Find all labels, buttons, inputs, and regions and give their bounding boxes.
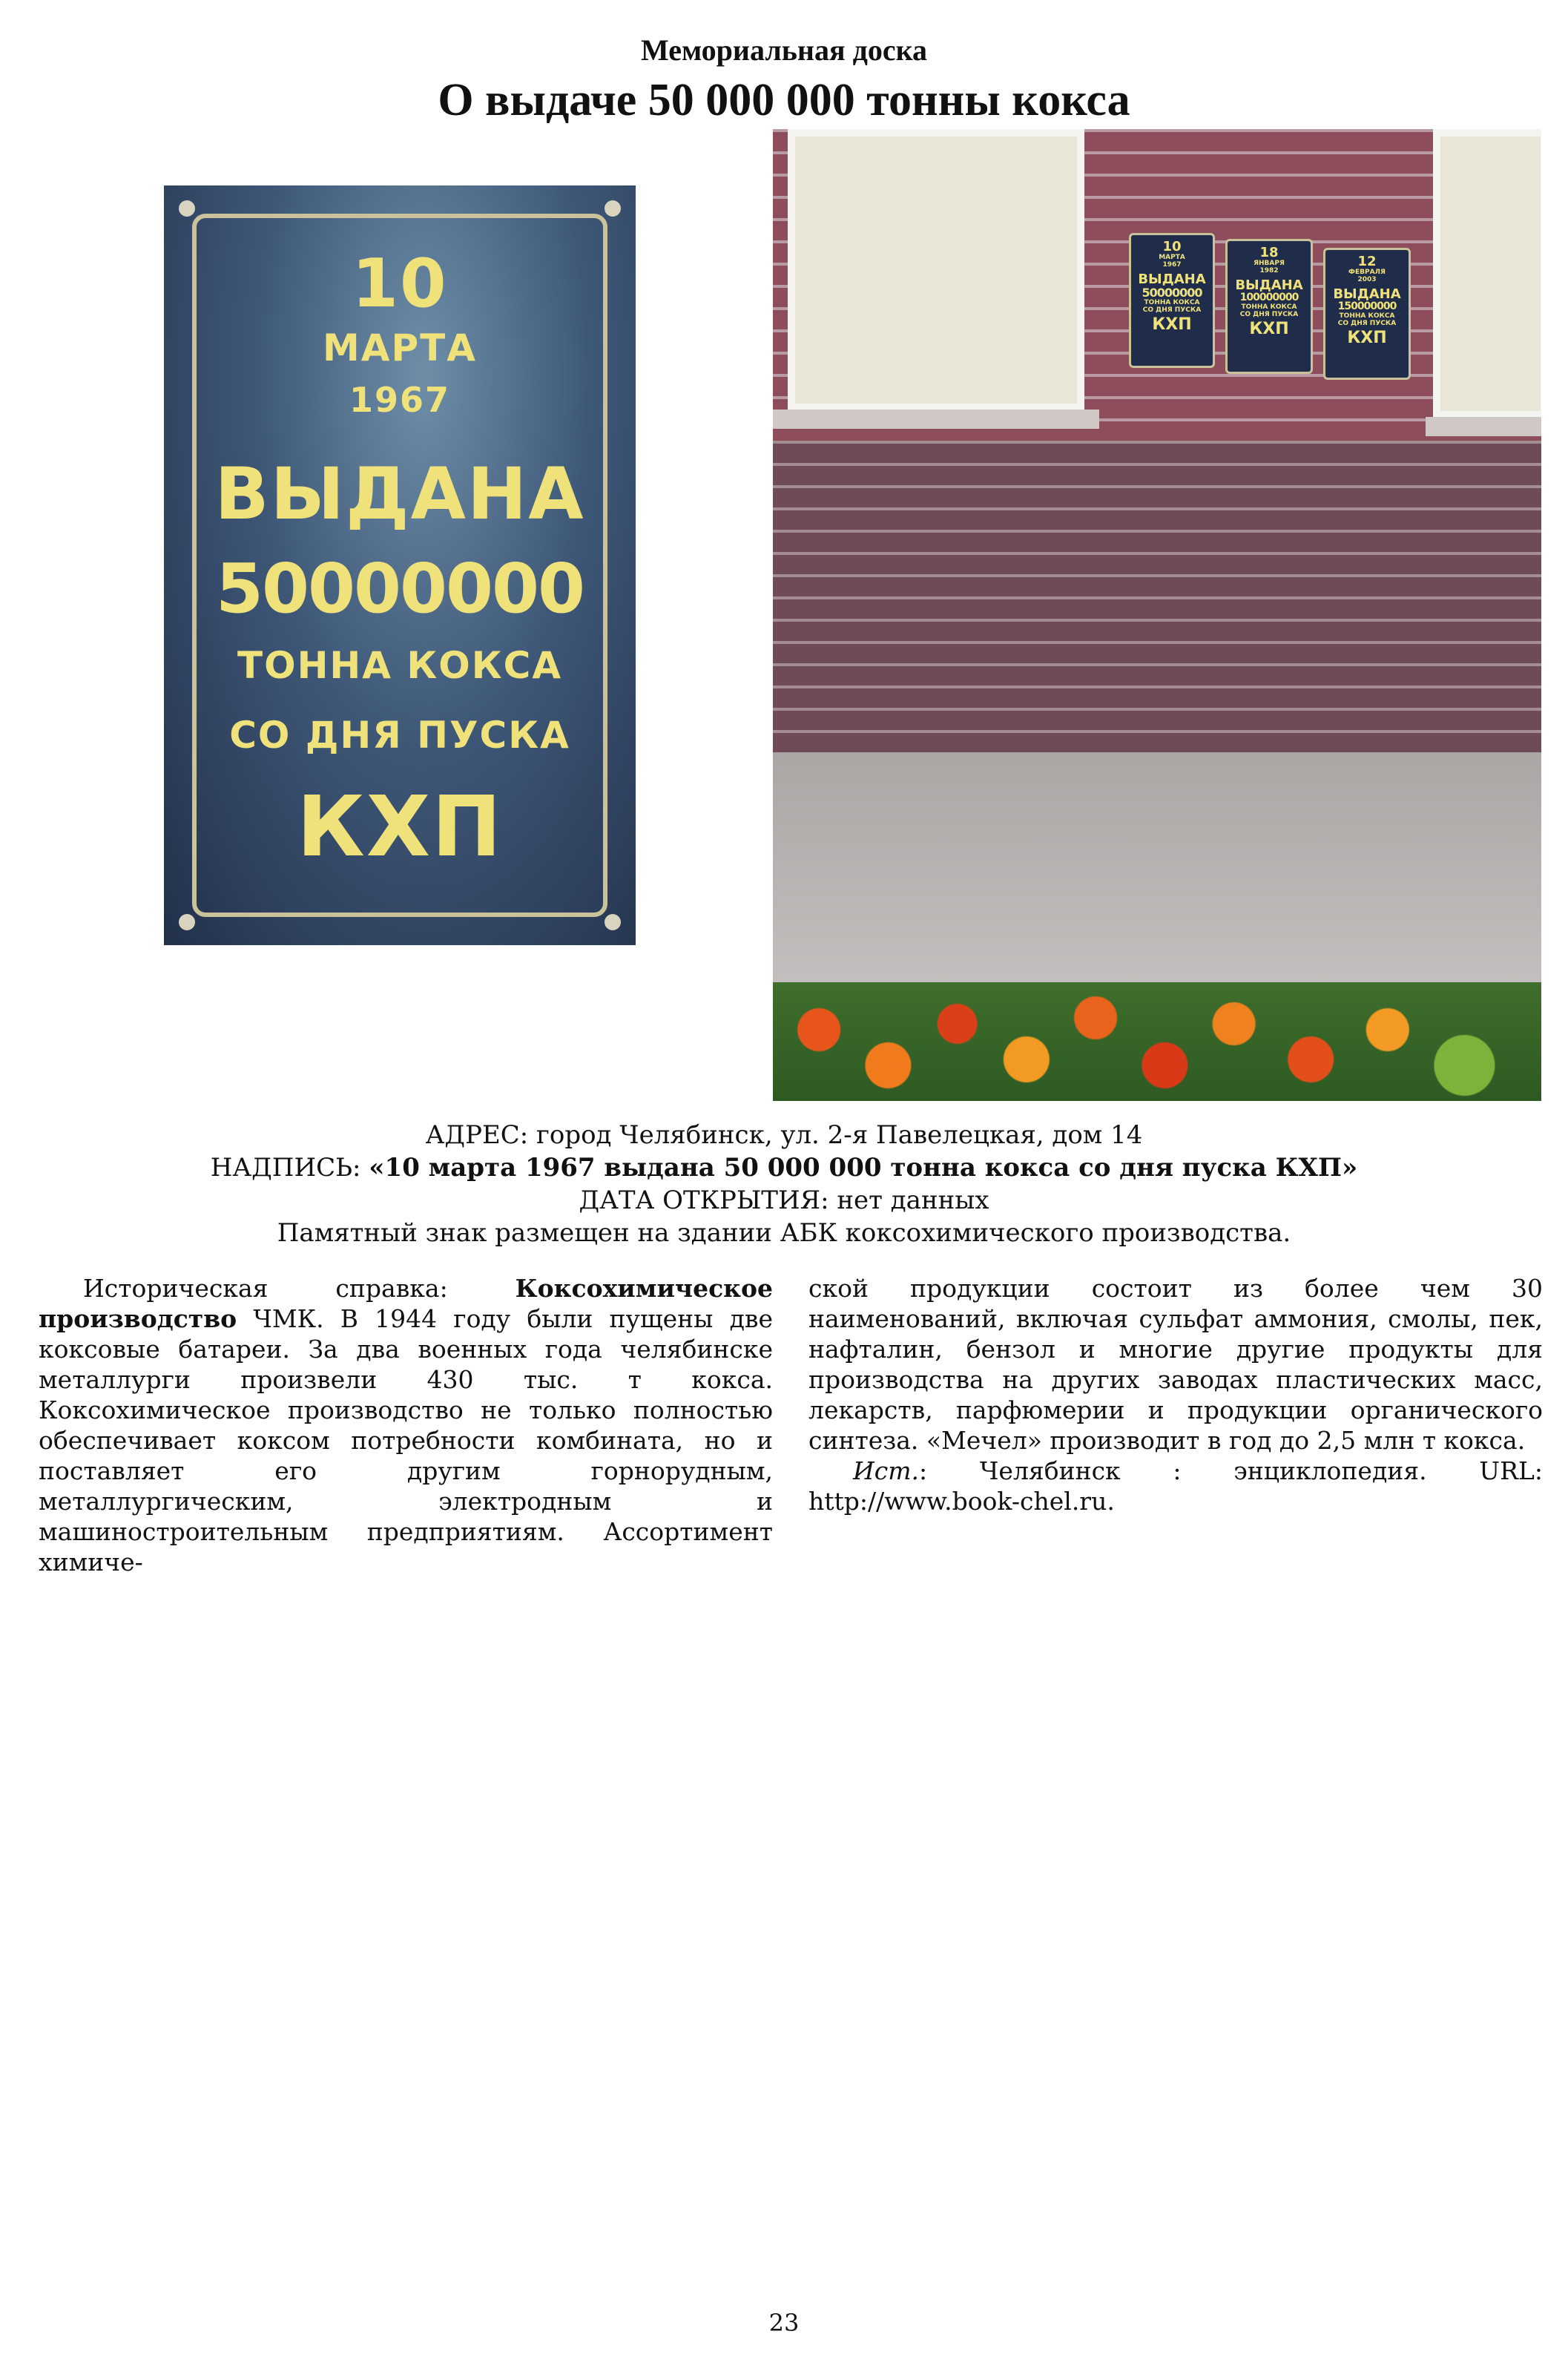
address-line [0, 1120, 1568, 1150]
plaque-abbr: КХП [297, 779, 503, 875]
address-label: АДРЕС: [425, 1120, 529, 1150]
plaque-unit: ТОННА КОКСА [237, 644, 563, 687]
plaque-amount: 50000000 [215, 549, 584, 628]
window-left [788, 129, 1084, 411]
location-note: Памятный знак размещен на здании АБК коксохимического производства. [277, 1218, 1291, 1248]
left-text: ЧМК. В 1944 году были пущены две коксовые батареи. За два военных года челябинске металлурги произвели 430 тыс. т кокса. Коксохимическое производство не только полностью обеспечивает коксом потребности комбината, но и поставляет его другим горнорудным, металлургическим, электродным и машиностроительным предприятиям. Ассортимент химиче- [39, 1304, 773, 1577]
section-kicker: Мемориальная доска [640, 33, 928, 67]
plaque-month: МАРТА [323, 326, 477, 369]
plaque-since: СО ДНЯ ПУСКА [229, 714, 570, 757]
source-text: : Челябинск : энциклопедия. URL: http://www.book-chel.ru. [808, 1456, 1543, 1516]
window-right [1433, 129, 1541, 418]
address-value: город Челябинск, ул. 2-я Павелецкая, дом 14 [528, 1120, 1143, 1150]
inscription-label: НАДПИСЬ: [210, 1153, 369, 1183]
intro-label: Историческая справка: [83, 1274, 515, 1303]
opening-line [0, 1186, 1568, 1215]
plaque-day: 10 [352, 245, 448, 323]
page-title: О выдаче 50 000 000 тонны кокса [438, 75, 1130, 125]
flower-bed [773, 982, 1541, 1101]
page-number: 23 [768, 2309, 800, 2337]
wall-plaque-1: 10 МАРТА 1967 ВЫДАНА 50000000 ТОННА КОКСА СО ДНЯ ПУСКА КХП [1129, 233, 1215, 368]
opening-value: нет данных [829, 1186, 989, 1215]
inscription-value: «10 марта 1967 выдана 50 000 000 тонна кокса со дня пуска КХП» [369, 1153, 1358, 1183]
wall-plaque-3: 12 ФЕВРАЛЯ 2003 ВЫДАНА 150000000 ТОННА КОКСА СО ДНЯ ПУСКА КХП [1323, 248, 1411, 380]
intro-bold: Коксохимическое производство [39, 1274, 773, 1333]
wall-plaque-2: 18 ЯНВАРЯ 1982 ВЫДАНА 100000000 ТОННА КОКСА СО ДНЯ ПУСКА КХП [1225, 239, 1313, 374]
source-label: Ист. [853, 1456, 920, 1485]
plaque-year: 1967 [349, 380, 451, 420]
body-left-column [39, 1273, 773, 1577]
plaque-word: ВЫДАНА [214, 453, 585, 536]
building-photo [773, 129, 1541, 1101]
opening-label: ДАТА ОТКРЫТИЯ: [579, 1186, 829, 1215]
right-text: ской продукции состоит из более чем 30 наименований, включая сульфат аммония, смолы, пек, нафталин, бензол и многие другие продукты для производства на других заводах пластических масс, лекарств, парфюмерии и продукции органического синтеза. «Мечел» производит в год до 2,5 млн т кокса. [808, 1274, 1543, 1455]
plaque-photo [164, 185, 636, 945]
body-right-column [808, 1273, 1543, 1516]
inscription-line [0, 1153, 1568, 1183]
